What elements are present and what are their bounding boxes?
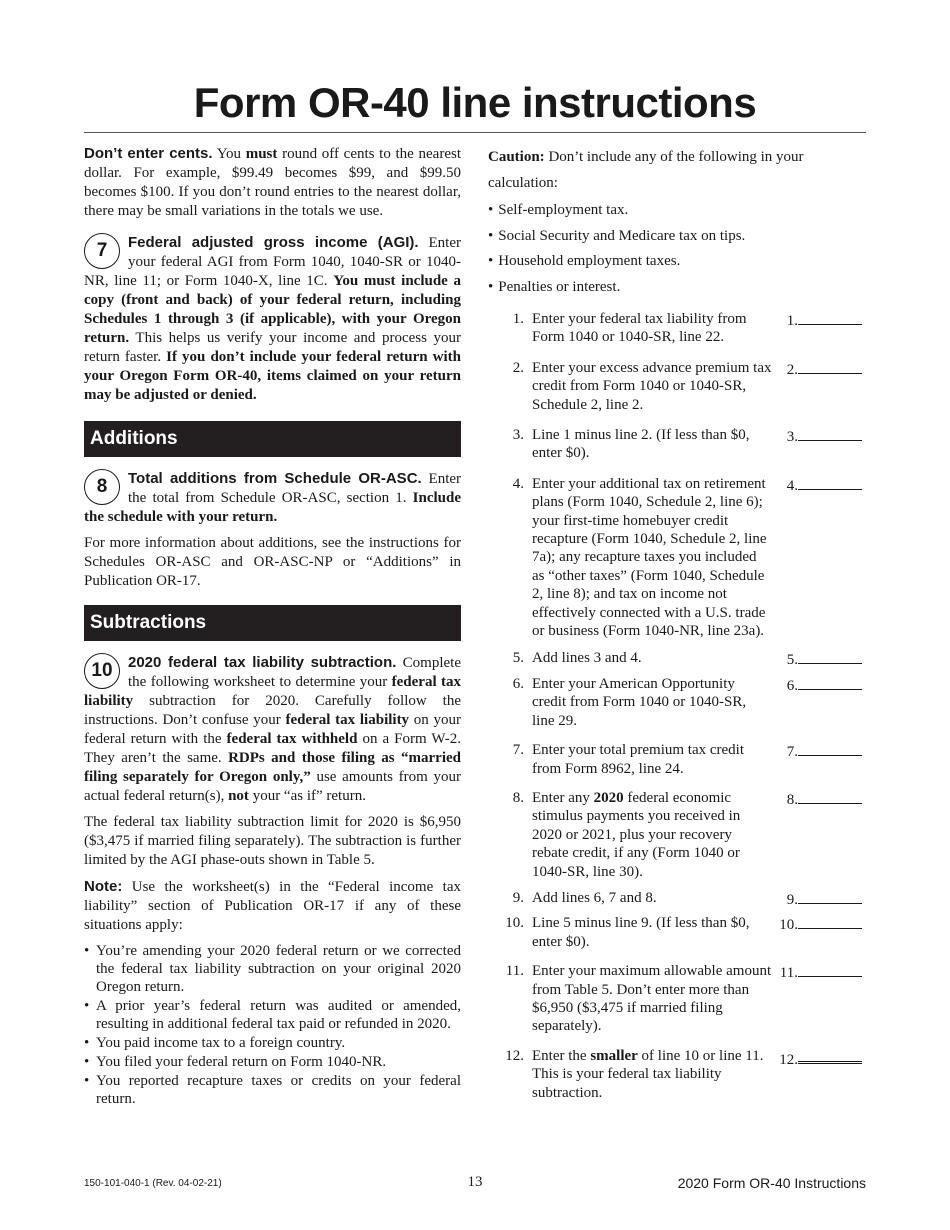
line-8-heading: Total additions from Schedule OR-ASC. bbox=[128, 470, 422, 487]
worksheet-line-text: Enter your total premium tax credit from Form 8962, line 24. bbox=[532, 742, 745, 777]
worksheet-field[interactable] bbox=[770, 914, 862, 934]
entry-line[interactable] bbox=[798, 649, 862, 664]
list-item: • A prior year’s federal return was audited or amended, resulting in additional federal tax paid or refunded in 2020. bbox=[84, 997, 461, 1033]
tax-liability-worksheet bbox=[488, 310, 866, 1102]
line-10-section bbox=[84, 653, 461, 806]
line-8-text: Enter the total from Schedule OR-ASC, section 1. bbox=[128, 471, 462, 506]
additions-more-info: For more information about additions, see the instructions for Schedules OR-ASC and OR-ASC-NP or “Additions” in Publication OR-17. bbox=[84, 535, 461, 589]
worksheet-line-number: 12. bbox=[505, 1047, 524, 1064]
worksheet-row-7 bbox=[488, 741, 866, 778]
entry-line[interactable] bbox=[798, 359, 862, 374]
intro-text-1: You bbox=[212, 146, 246, 162]
list-item: • Penalties or interest. bbox=[488, 275, 866, 301]
worksheet-line-number: 1. bbox=[512, 311, 524, 327]
intro-paragraph bbox=[84, 144, 461, 221]
field-label: 4. bbox=[786, 477, 798, 494]
line-number-badge: 8 bbox=[84, 469, 120, 505]
worksheet-line-number: 2. bbox=[512, 359, 524, 376]
worksheet-field[interactable] bbox=[770, 1047, 862, 1069]
total-entry-line[interactable] bbox=[798, 1047, 862, 1064]
left-column bbox=[84, 144, 461, 1109]
list-item: • You’re amending your 2020 federal return or we corrected the federal tax liability subtraction on your original 2020 Oregon return. bbox=[84, 942, 461, 996]
text-bold: smaller bbox=[590, 1047, 638, 1064]
line-10-bold-3: federal tax withheld bbox=[226, 731, 358, 747]
title-divider bbox=[84, 132, 866, 133]
text-rest: federal economic stimulus payments you received in 2020 or 2021, plus your recovery rebate credit, if any (Form 1040 or 1040-SR, line 30). bbox=[532, 789, 741, 880]
note-label: Note: bbox=[84, 878, 123, 895]
worksheet-field[interactable] bbox=[770, 649, 862, 669]
line-7-bold-1: You must include a copy (front and back) of your federal return, including Schedules 1 through 3 (if applicable), with your Oregon return. bbox=[84, 273, 461, 346]
entry-line[interactable] bbox=[798, 475, 862, 490]
worksheet-line-number: 11. bbox=[505, 963, 524, 980]
worksheet-row-3 bbox=[488, 426, 866, 463]
subtraction-limit-paragraph: The federal tax liability subtraction limit for 2020 is $6,950 ($3,475 if married filing separately). The subtraction is further limited by the AGI phase-outs shown in Table 5. bbox=[84, 814, 461, 868]
list-item: • Household employment taxes. bbox=[488, 249, 866, 275]
form-revision: 150-101-040-1 (Rev. 04-02-21) bbox=[84, 1178, 222, 1189]
worksheet-line-text: Add lines 3 and 4. bbox=[532, 649, 642, 666]
note-text: Use the worksheet(s) in the “Federal income tax liability” section of Publication OR-17 if any of these situations apply: bbox=[84, 879, 461, 933]
list-item: • You reported recapture taxes or credits on your federal return. bbox=[84, 1072, 461, 1108]
worksheet-line-number: 9. bbox=[512, 889, 524, 906]
worksheet-field[interactable] bbox=[770, 475, 862, 495]
worksheet-line-number: 10. bbox=[505, 915, 524, 932]
entry-line[interactable] bbox=[798, 426, 862, 441]
entry-line[interactable] bbox=[798, 741, 862, 756]
worksheet-line-text: Add lines 6, 7 and 8. bbox=[532, 889, 657, 906]
line-10-text-2: subtraction for 2020. Carefully follow the instructions. Don’t confuse your bbox=[84, 693, 461, 728]
page-number: 13 bbox=[467, 1174, 483, 1190]
line-number-badge: 7 bbox=[84, 233, 120, 269]
worksheet-field[interactable] bbox=[770, 889, 862, 909]
line-10-heading: 2020 federal tax liability subtraction. bbox=[128, 654, 397, 671]
entry-line[interactable] bbox=[798, 914, 862, 929]
line-10-text-1: Complete the following worksheet to determine your bbox=[128, 655, 461, 690]
worksheet-field[interactable] bbox=[770, 962, 862, 982]
field-label: 10. bbox=[779, 917, 798, 934]
line-8-paragraph bbox=[84, 469, 461, 527]
field-label: 12. bbox=[779, 1051, 798, 1068]
worksheet-row-12 bbox=[488, 1047, 866, 1102]
field-label: 3. bbox=[786, 429, 798, 446]
worksheet-line-number: 3. bbox=[512, 427, 524, 444]
line-10-bold-1: federal tax liability bbox=[84, 674, 461, 709]
text-pre: Enter any bbox=[532, 789, 594, 806]
worksheet-line-text bbox=[532, 1047, 772, 1102]
line-7-text-2: This helps us verify your income and process your return faster. bbox=[84, 330, 461, 365]
worksheet-line-number: 7. bbox=[512, 742, 524, 759]
worksheet-field[interactable] bbox=[770, 310, 862, 330]
field-label: 6. bbox=[786, 677, 798, 694]
worksheet-line-text: Enter your American Opportunity credit from Form 1040 or 1040-SR, line 29. bbox=[532, 675, 747, 729]
worksheet-line-text: Line 5 minus line 9. (If less than $0, enter $0). bbox=[532, 915, 750, 950]
line-7-bold-2: If you don’t include your federal return with your Oregon Form OR-40, items claimed on your return may be adjusted or denied. bbox=[84, 349, 461, 403]
right-column bbox=[488, 144, 866, 1102]
additions-header: Additions bbox=[84, 421, 461, 457]
field-label: 9. bbox=[786, 891, 798, 908]
field-label: 11. bbox=[779, 965, 798, 982]
worksheet-row-1 bbox=[488, 310, 866, 347]
worksheet-line-number: 4. bbox=[512, 475, 524, 492]
line-10-bold-4: RDPs and those filing as “married filing separately for Oregon only,” bbox=[84, 750, 461, 785]
text-bold: 2020 bbox=[593, 789, 624, 806]
worksheet-field[interactable] bbox=[770, 789, 862, 809]
worksheet-field[interactable] bbox=[770, 675, 862, 695]
worksheet-row-5 bbox=[488, 649, 866, 667]
line-7-paragraph bbox=[84, 233, 461, 405]
line-10-text-3: on your federal return with the bbox=[84, 712, 461, 747]
field-label: 5. bbox=[786, 651, 798, 668]
worksheet-line-text bbox=[532, 789, 772, 881]
caution-paragraph bbox=[488, 144, 866, 196]
caution-label: Caution: bbox=[488, 149, 545, 165]
page-title: Form OR-40 line instructions bbox=[193, 79, 757, 126]
caution-list bbox=[488, 198, 866, 300]
line-8-section bbox=[84, 469, 461, 527]
worksheet-row-6 bbox=[488, 675, 866, 730]
list-item: • Self-employment tax. bbox=[488, 198, 866, 224]
field-label: 7. bbox=[786, 744, 798, 761]
page-footer bbox=[84, 1174, 866, 1194]
line-7-heading: Federal adjusted gross income (AGI). bbox=[128, 234, 419, 251]
worksheet-field[interactable] bbox=[770, 741, 862, 761]
line-10-text-5: use amounts from your actual federal return(s), bbox=[84, 769, 461, 804]
line-10-text-4: on a Form W-2. They aren’t the same. bbox=[84, 731, 461, 766]
line-10-bold-2: federal tax liability bbox=[285, 712, 410, 728]
entry-line[interactable] bbox=[798, 889, 862, 904]
worksheet-line-text: Enter your maximum allowable amount from Table 5. Don’t enter more than $6,950 ($3,475 if married filing separately). bbox=[532, 963, 772, 1035]
situations-list bbox=[84, 942, 461, 1108]
line-7-section bbox=[84, 233, 461, 405]
intro-must: must bbox=[245, 146, 278, 162]
field-label: 2. bbox=[786, 361, 798, 378]
worksheet-field[interactable] bbox=[770, 426, 862, 446]
worksheet-line-text: Enter your excess advance premium tax credit from Form 1040 or 1040-SR, Schedule 2, line 2. bbox=[532, 359, 772, 413]
worksheet-line-number: 8. bbox=[512, 789, 524, 806]
worksheet-line-number: 6. bbox=[512, 675, 524, 692]
entry-line[interactable] bbox=[798, 789, 862, 804]
worksheet-row-11 bbox=[488, 962, 866, 1036]
worksheet-line-text: Enter your additional tax on retirement plans (Form 1040, Schedule 2, line 6); your first-time homebuyer credit recapture (Form 1040, Schedule 2, line 7a); any recapture taxes you included as “other taxes” (Form 1040, Schedule 2, line 8); and tax on income not effectively connected with a U.S. trade or business (Form 1040-NR, line 23a). bbox=[532, 475, 767, 640]
worksheet-line-number: 5. bbox=[512, 649, 524, 666]
worksheet-row-9 bbox=[488, 889, 866, 907]
caution-text: Don’t include any of the following in your calculation: bbox=[488, 149, 804, 191]
text-pre: Enter the bbox=[532, 1047, 591, 1064]
worksheet-field[interactable] bbox=[770, 359, 862, 379]
intro-bold: Don’t enter cents. bbox=[84, 145, 213, 162]
worksheet-row-10 bbox=[488, 914, 866, 951]
list-item: • Social Security and Medicare tax on tips. bbox=[488, 224, 866, 250]
entry-line[interactable] bbox=[798, 675, 862, 690]
worksheet-row-2 bbox=[488, 359, 866, 414]
line-8-bold: Include the schedule with your return. bbox=[84, 490, 461, 525]
note-paragraph bbox=[84, 877, 461, 935]
line-10-text-6: your “as if” return. bbox=[248, 788, 366, 804]
worksheet-line-text: Line 1 minus line 2. (If less than $0, enter $0). bbox=[532, 427, 750, 462]
intro-text-2: round off cents to the nearest dollar. For example, $99.49 becomes $99, and $99.50 becomes $100. If you don’t round entries to the nearest dollar, there may be small variations in the totals we use. bbox=[84, 146, 461, 219]
line-10-bold-5: not bbox=[228, 788, 249, 804]
line-7-text-1: Enter your federal AGI from Form 1040, 1040-SR or 1040-NR, line 11; or Form 1040-X, line 1C. bbox=[84, 235, 461, 289]
list-item: • You filed your federal return on Form 1040-NR. bbox=[84, 1053, 461, 1071]
worksheet-row-8 bbox=[488, 789, 866, 881]
worksheet-line-text: Enter your federal tax liability from Form 1040 or 1040-SR, line 22. bbox=[532, 311, 747, 346]
field-label: 1. bbox=[786, 313, 798, 329]
footer-title: 2020 Form OR-40 Instructions bbox=[677, 1175, 866, 1191]
list-item: • You paid income tax to a foreign country. bbox=[84, 1034, 461, 1052]
entry-line[interactable] bbox=[798, 962, 862, 977]
line-number-badge: 10 bbox=[84, 653, 120, 689]
text-rest: of line 10 or line 11. This is your federal tax liability subtraction. bbox=[532, 1047, 764, 1101]
field-label: 8. bbox=[786, 791, 798, 808]
subtractions-header: Subtractions bbox=[84, 605, 461, 641]
line-10-paragraph bbox=[84, 653, 461, 806]
entry-line[interactable] bbox=[798, 310, 862, 325]
worksheet-row-4 bbox=[488, 475, 866, 641]
